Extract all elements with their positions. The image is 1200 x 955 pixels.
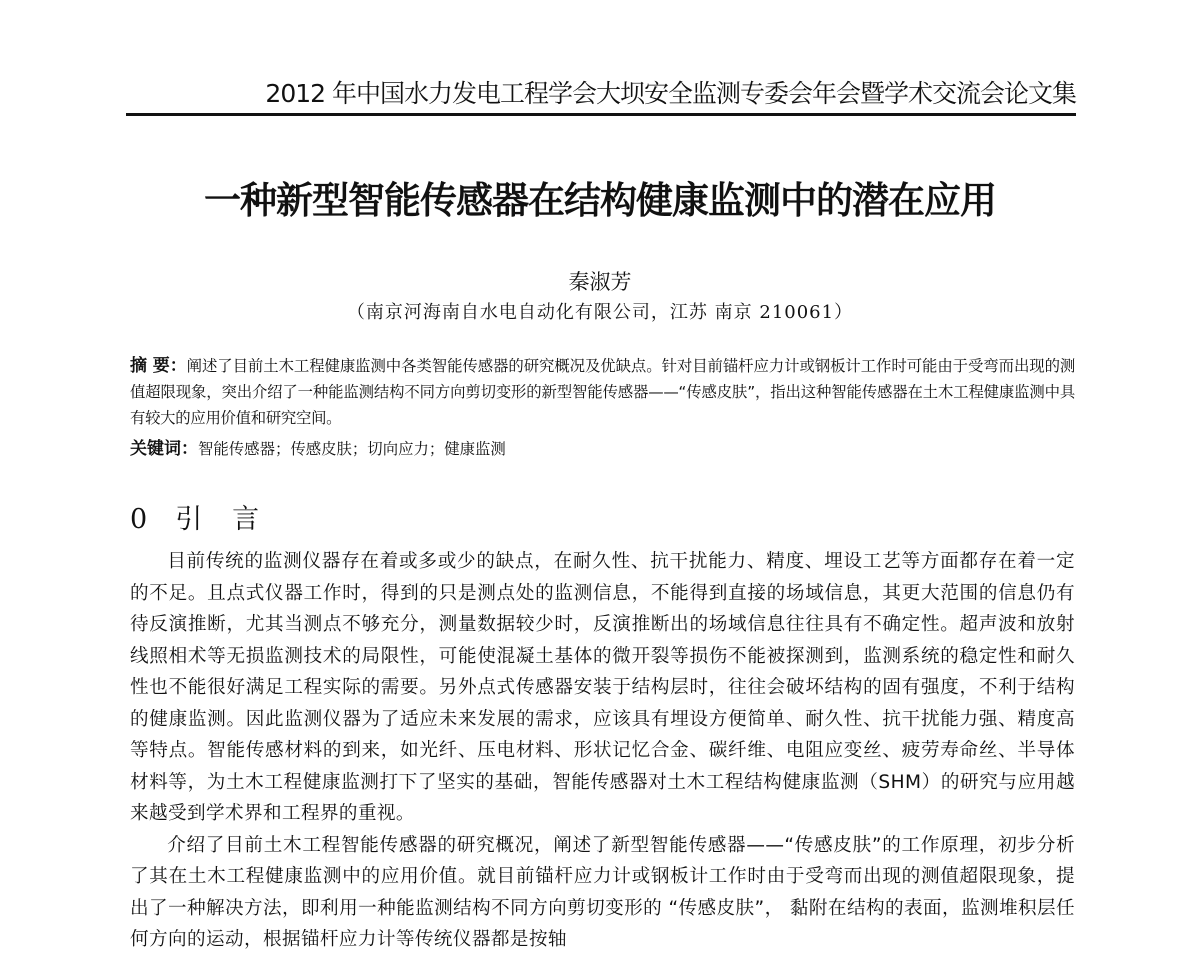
body-text <box>130 546 1075 955</box>
keywords <box>130 436 1075 462</box>
keywords-text: 智能传感器；传感皮肤；切向应力；健康监测 <box>198 440 506 458</box>
abstract <box>130 353 1075 431</box>
author-name: 秦淑芳 <box>568 270 632 294</box>
abstract-label: 摘 要： <box>130 356 187 376</box>
header-rule <box>126 113 1076 116</box>
author-affiliation: （南京河海南自水电自动化有限公司，江苏 南京 210061） <box>346 302 854 323</box>
body-paragraph: 目前传统的监测仪器存在着或多或少的缺点，在耐久性、抗干扰能力、精度、埋设工艺等方面都存在着一定的不足。且点式仪器工作时，得到的只是测点处的监测信息，不能得到直接的场域信息，其更大范围的信息仍有待反演推断，尤其当测点不够充分，测量数据较少时，反演推断出的场域信息往往具有不确定性。超声波和放射线照相术等无损监测技术的局限性，可能使混凝土基体的微开裂等损伤不能被探测到，监测系统的稳定性和耐久性也不能很好满足工程实际的需要。另外点式传感器安装于结构层时，往往会破坏结构的固有强度，不利于结构的健康监测。因此监测仪器为了适应未来发展的需求，应该具有埋设方便简单、耐久性、抗干扰能力强、精度高等特点。智能传感材料的到来，如光纤、压电材料、形状记忆合金、碳纤维、电阻应变丝、疲劳寿命丝、半导体材料等，为土木工程健康监测打下了坚实的基础，智能传感器对土木工程结构健康监测（SHM）的研究与应用越来越受到学术界和工程界的重视。 <box>130 551 1075 824</box>
paper-title: 一种新型智能传感器在结构健康监测中的潜在应用 <box>204 178 996 222</box>
section-heading <box>130 498 289 542</box>
body-paragraph: 介绍了目前土木工程智能传感器的研究概况，阐述了新型智能传感器——“传感皮肤”的工作原理，初步分析了其在土木工程健康监测中的应用价值。就目前锚杆应力计或钢板计工作时由于受弯而出现的测值超限现象，提出了一种解决方法，即利用一种能监测结构不同方向剪切变形的 “传感皮肤”， 黏附在结构的表面，监测堆积层任何方向的运动，根据锚杆应力计等传统仪器都是按轴 <box>130 834 1075 950</box>
section-title: 引言 <box>175 504 290 535</box>
abstract-text: 阐述了目前土木工程健康监测中各类智能传感器的研究概况及优缺点。针对目前锚杆应力计或钢板计工作时可能由于受弯而出现的测值超限现象，突出介绍了一种能监测结构不同方向剪切变形的新型智能传感器——“传感皮肤”，指出这种智能传感器在土木工程健康监测中具有较大的应用价值和研究空间。 <box>130 357 1075 427</box>
section-number: 0 <box>130 504 148 535</box>
running-header: 2012 年中国水力发电工程学会大坝安全监测专委会年会暨学术交流会论文集 <box>265 79 1076 108</box>
keywords-label: 关键词： <box>130 439 198 459</box>
